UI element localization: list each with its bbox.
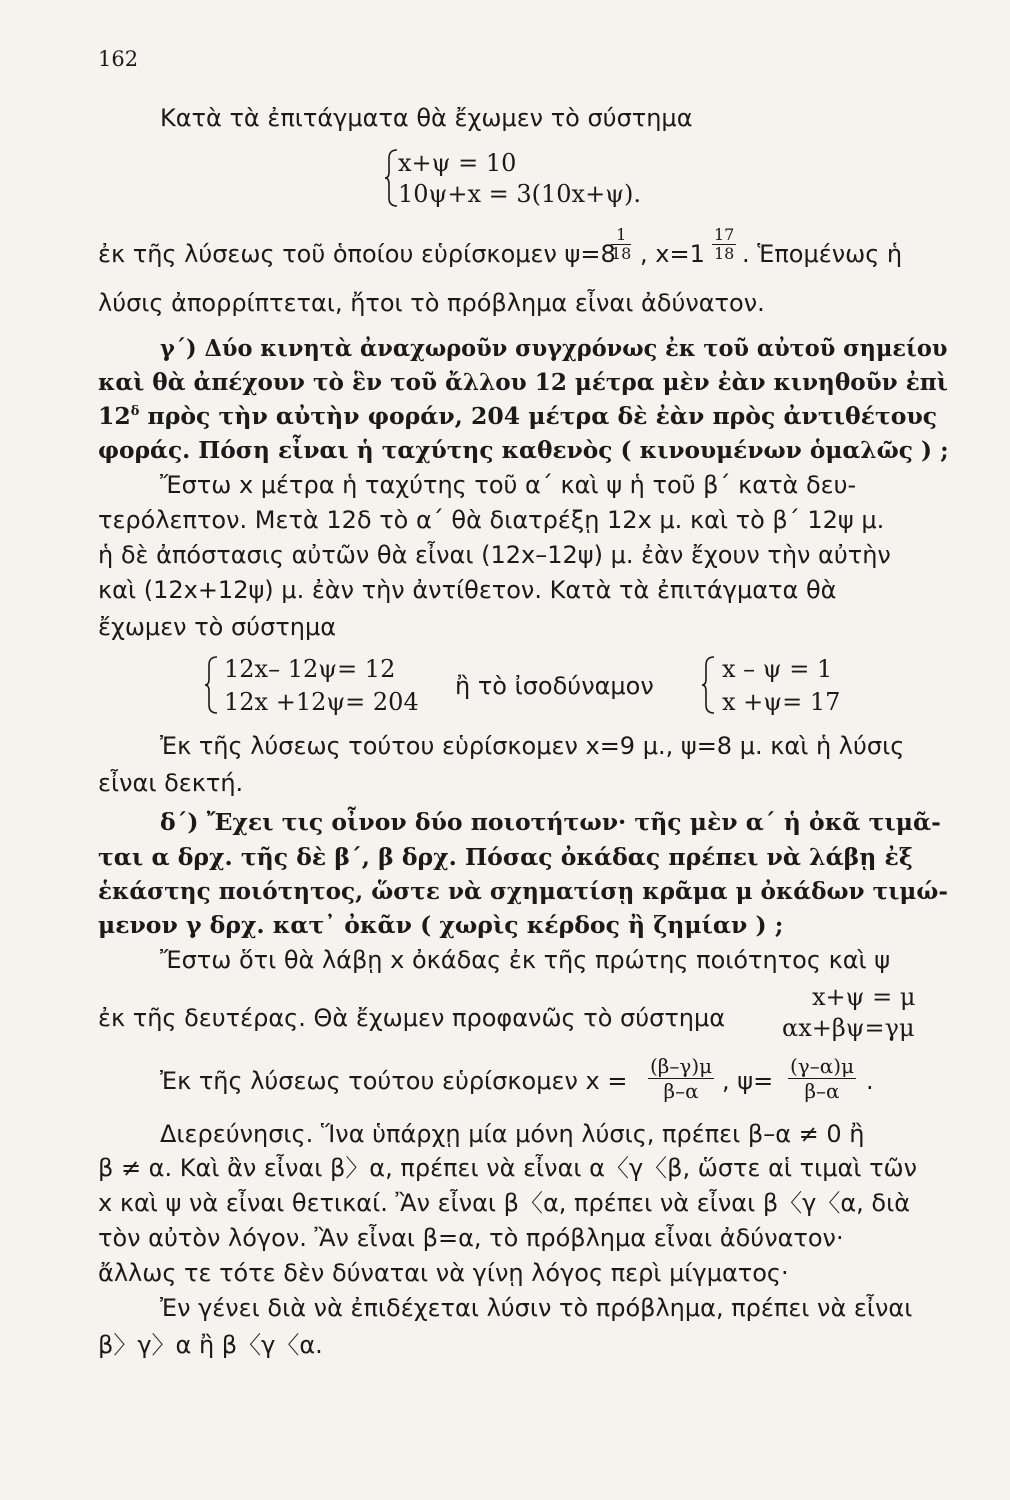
brace-system-3 [700, 655, 716, 715]
problem-gamma-line-3-rest: πρὸς τὴν αὐτὴν φοράν, 204 μέτρα δὲ ἐὰν πρὸς ἀντιθέτους [139, 402, 938, 430]
brace-system-2 [203, 655, 219, 715]
problem-gamma-line-2: καὶ θὰ ἀπέχουν τὸ ἓν τοῦ ἄλλου 12 μέτρα μὲν ἐὰν κινηθοῦν ἐπὶ [98, 368, 948, 396]
gamma-solution-line-4: καὶ (12x+12ψ) μ. ἐὰν τὴν ἀντίθετον. Κατὰ τὰ ἐπιτάγματα θὰ [98, 576, 837, 604]
discussion-line-3: x καὶ ψ νὰ εἶναι θετικαί. Ἂν εἶναι β〈α, πρέπει νὰ εἶναι β〈γ〈α, διὰ [98, 1189, 911, 1217]
discussion-line-5: ἄλλως τε τότε δὲν δύναται νὰ γίνῃ λόγος περὶ μίγματος· [98, 1259, 789, 1287]
solution-text-d: λύσις ἀπορρίπτεται, ἤτοι τὸ πρόβλημα εἶναι ἀδύνατον. [98, 289, 765, 317]
fraction-denominator: 18 [714, 244, 735, 263]
delta-solution-line-2: ἐκ τῆς δευτέρας. Θὰ ἔχωμεν προφανῶς τὸ σύστημα [98, 1004, 726, 1032]
gamma-solution-line-5: ἔχωμεν τὸ σύστημα [98, 613, 337, 641]
gamma-solution-line-3: ἡ δὲ ἀπόστασις αὐτῶν θὰ εἶναι (12x–12ψ) μ. ἐὰν ἔχουν τὴν αὐτὴν [98, 541, 891, 569]
system-3-eq-1: x – ψ = 1 [722, 655, 833, 683]
problem-gamma-twelve: 12 [98, 402, 131, 430]
discussion-line-2: β ≠ α. Καὶ ἂν εἶναι β〉α, πρέπει νὰ εἶναι α〈γ〈β, ὥστε αἱ τιμαὶ τῶν [98, 1154, 918, 1182]
solution-text-c: . Ἑπομένως ἡ [742, 240, 903, 268]
discussion-line-4: τὸν αὐτὸν λόγον. Ἂν εἶναι β=α, τὸ πρόβλημα εἶναι ἀδύνατον· [98, 1224, 844, 1252]
gamma-solution-line-2: τερόλεπτον. Μετὰ 12δ τὸ α΄ θὰ διατρέξῃ 12x μ. καὶ τὸ β΄ 12ψ μ. [98, 506, 885, 534]
gamma-solution-line-1: Ἔστω x μέτρα ἡ ταχύτης τοῦ α΄ καὶ ψ ἡ τοῦ β΄ κατὰ δευ- [160, 471, 857, 499]
system-4-eq-1: x+ψ = μ [812, 983, 916, 1011]
gamma-result-line-2: εἶναι δεκτή. [98, 769, 244, 797]
brace-system-1 [383, 148, 399, 208]
fraction-1-18 [611, 226, 631, 263]
discussion-line-6: Ἐν γένει διὰ νὰ ἐπιδέχεται λύσιν τὸ πρόβλημα, πρέπει νὰ εἶναι [160, 1294, 913, 1322]
problem-gamma-line-3 [98, 401, 937, 431]
solution-text-a: ἐκ τῆς λύσεως τοῦ ὁποίου εὑρίσκομεν ψ=8 [98, 240, 616, 268]
delta-solution-line-3c: . [866, 1067, 874, 1095]
system-2-eq-2: 12x +12ψ= 204 [224, 688, 419, 716]
problem-gamma-line-4: φοράς. Πόση εἶναι ἡ ταχύτης καθενὸς ( κινουμένων ὁμαλῶς ) ; [98, 436, 949, 464]
intro-line: Κατὰ τὰ ἐπιτάγματα θὰ ἔχωμεν τὸ σύστημα [160, 104, 693, 132]
problem-delta-line-1: δ΄) Ἔχει τις οἶνον δύο ποιοτήτων· τῆς μὲν α΄ ἡ ὀκᾶ τιμᾶ- [160, 808, 941, 836]
system-1-eq-2: 10ψ+x = 3(10x+ψ). [398, 180, 641, 208]
fraction-denominator: β–α [663, 1079, 699, 1103]
delta-solution-line-1: Ἔστω ὅτι θὰ λάβῃ x ὀκάδας ἐκ τῆς πρώτης ποιότητος καὶ ψ [160, 946, 891, 974]
system-2-eq-1: 12x– 12ψ= 12 [224, 655, 396, 683]
equivalent-label: ἢ τὸ ἰσοδύναμον [455, 672, 654, 700]
page-number: 162 [98, 47, 139, 71]
fraction-denominator: 18 [611, 244, 632, 263]
problem-gamma-line-1: γ΄) Δύο κινητὰ ἀναχωροῦν συγχρόνως ἐκ τοῦ αὐτοῦ σημείου [160, 334, 948, 362]
fraction-numerator: (γ–α)μ [790, 1054, 855, 1078]
discussion-line-7: β〉γ〉α ἢ β〈γ〈α. [98, 1331, 323, 1359]
fraction-numerator: 1 [611, 226, 631, 245]
problem-delta-line-2: ται α δρχ. τῆς δὲ β΄, β δρχ. Πόσας ὀκάδας πρέπει νὰ λάβῃ ἐξ [98, 843, 913, 871]
gamma-result-line-1: Ἐκ τῆς λύσεως τούτου εὑρίσκομεν x=9 μ., ψ=8 μ. καὶ ἡ λύσις [160, 732, 905, 760]
system-4-eq-2: αx+βψ=γμ [782, 1014, 915, 1042]
delta-solution-line-3: Ἐκ τῆς λύσεως τούτου εὑρίσκομεν x = [160, 1067, 628, 1095]
fraction-denominator: β–α [804, 1079, 840, 1103]
fraction-numerator: (β–γ)μ [650, 1054, 713, 1078]
fraction-y [788, 1054, 856, 1103]
discussion-line-1: Διερεύνησις. Ἵνα ὑπάρχῃ μία μόνη λύσις, πρέπει β–α ≠ 0 ἢ [160, 1120, 865, 1148]
fraction-numerator: 17 [714, 225, 735, 244]
problem-delta-line-3: ἑκάστης ποιότητος, ὥστε νὰ σχηματίσῃ κρᾶμα μ ὀκάδων τιμώ- [98, 877, 948, 905]
fraction-17-18 [712, 226, 736, 263]
system-1-eq-1: x+ψ = 10 [398, 149, 517, 177]
solution-text-b: , x=1 [640, 240, 705, 268]
problem-delta-line-4: μενον γ δρχ. κατ᾽ ὀκᾶν ( χωρὶς κέρδος ἢ ζημίαν ) ; [98, 911, 784, 939]
fraction-x [648, 1054, 714, 1103]
system-3-eq-2: x +ψ= 17 [722, 688, 841, 716]
seconds-superscript: δ [130, 404, 140, 420]
delta-solution-line-3b: , ψ= [722, 1067, 774, 1095]
